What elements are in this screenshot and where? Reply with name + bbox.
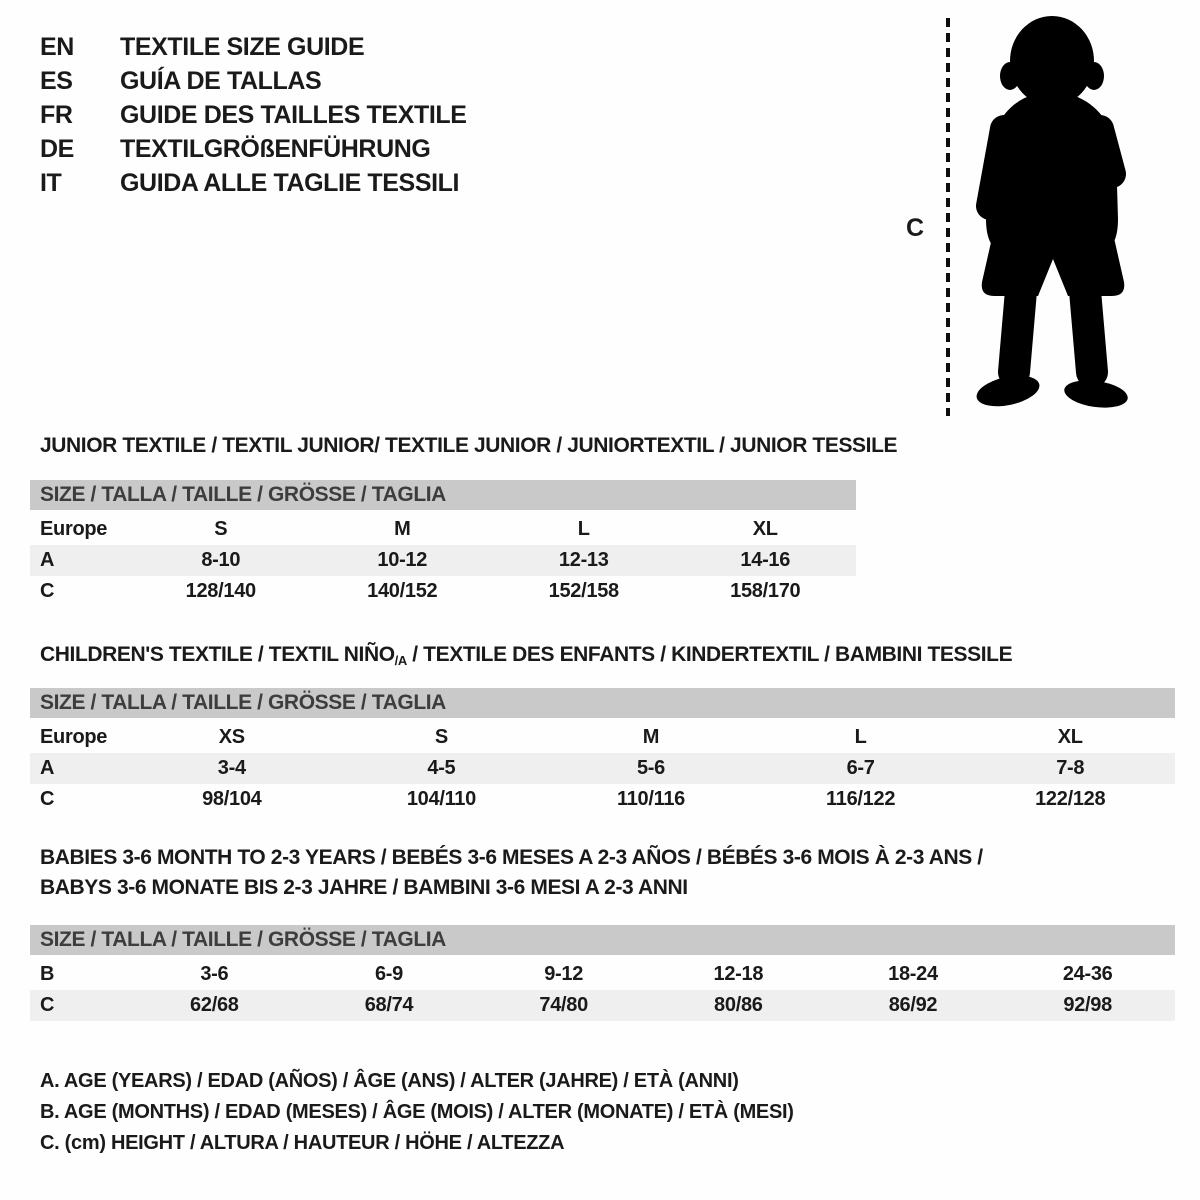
- lang-code-en: EN: [40, 33, 74, 61]
- cell: 86/92: [888, 994, 938, 1016]
- size-col-header: L: [854, 726, 867, 748]
- lang-row-it: [40, 166, 467, 200]
- section-title-babies-line1: BABIES 3-6 MONTH TO 2-3 YEARS / BEBÉS 3-6 MESES A 2-3 AÑOS / BÉBÉS 3-6 MOIS À 2-3 ANS /: [40, 846, 983, 869]
- section-title-babies: [40, 843, 983, 903]
- lang-code-fr: FR: [40, 101, 73, 129]
- table-row: [30, 959, 1175, 990]
- size-col-header: S: [214, 518, 228, 540]
- height-measure-dashed-line: [946, 18, 950, 416]
- section-title-babies-line2: BABYS 3-6 MONATE BIS 2-3 JAHRE / BAMBINI 3-6 MESI A 2-3 ANNI: [40, 876, 688, 899]
- row-label: A: [40, 549, 55, 571]
- guide-title-fr: GUIDE DES TAILLES TEXTILE: [120, 101, 467, 129]
- size-bar-children: SIZE / TALLA / TAILLE / GRÖSSE / TAGLIA: [30, 688, 1175, 718]
- cell: 8-10: [201, 549, 241, 571]
- section-title-children: [40, 643, 1012, 668]
- cell: 62/68: [190, 994, 239, 1016]
- table-row: [30, 990, 1175, 1021]
- lang-code-de: DE: [40, 135, 74, 163]
- legend-age-years: A. AGE (YEARS) / EDAD (AÑOS) / ÂGE (ANS) / ALTER (JAHRE) / ETÀ (ANNI): [40, 1070, 739, 1092]
- cell: 122/128: [1035, 788, 1106, 810]
- cell: 3-4: [217, 757, 246, 779]
- toddler-silhouette-image: [966, 14, 1141, 419]
- cell: 5-6: [636, 757, 665, 779]
- size-bar-junior: SIZE / TALLA / TAILLE / GRÖSSE / TAGLIA: [30, 480, 856, 510]
- lang-row-es: [40, 64, 467, 98]
- guide-title-it: GUIDA ALLE TAGLIE TESSILI: [120, 169, 460, 197]
- row-label: B: [40, 963, 55, 985]
- cell: 158/170: [730, 580, 801, 602]
- cell: 80/86: [714, 994, 763, 1016]
- cell: 3-6: [200, 963, 229, 985]
- cell: 98/104: [202, 788, 262, 810]
- region-label: Europe: [40, 518, 108, 540]
- size-col-header: S: [434, 726, 448, 748]
- children-size-table: [30, 688, 1175, 815]
- table-row: [30, 784, 1175, 815]
- cell: 6-7: [846, 757, 875, 779]
- table-header-row: [30, 722, 1175, 753]
- table-row: [30, 545, 856, 576]
- cell: 110/116: [616, 788, 685, 810]
- cell: 14-16: [740, 549, 791, 571]
- size-bar-babies: SIZE / TALLA / TAILLE / GRÖSSE / TAGLIA: [30, 925, 1175, 955]
- size-col-header: M: [642, 726, 660, 748]
- language-title-list: [40, 30, 467, 200]
- table-header-row: [30, 514, 856, 545]
- guide-title-en: TEXTILE SIZE GUIDE: [120, 33, 365, 61]
- cell: 9-12: [544, 963, 584, 985]
- size-col-header: XS: [218, 726, 245, 748]
- cell: 68/74: [364, 994, 414, 1016]
- section-title-junior: JUNIOR TEXTILE / TEXTIL JUNIOR/ TEXTILE JUNIOR / JUNIORTEXTIL / JUNIOR TESSILE: [40, 434, 898, 457]
- legend-height-cm: C. (cm) HEIGHT / ALTURA / HAUTEUR / HÖHE / ALTEZZA: [40, 1132, 565, 1154]
- row-label: C: [40, 788, 55, 810]
- guide-title-de: TEXTILGRÖßENFÜHRUNG: [120, 135, 431, 163]
- lang-row-fr: [40, 98, 467, 132]
- lang-row-de: [40, 132, 467, 166]
- cell: 116/122: [826, 788, 896, 810]
- guide-title-es: GUÍA DE TALLAS: [120, 67, 322, 95]
- section-title-children-sub: /A: [394, 653, 407, 668]
- row-label: A: [40, 757, 55, 779]
- row-label: C: [40, 994, 55, 1016]
- measure-legend: [40, 1066, 794, 1159]
- junior-size-table: [30, 480, 856, 607]
- size-col-header: XL: [1057, 726, 1083, 748]
- cell: 92/98: [1063, 994, 1112, 1016]
- size-col-header: M: [394, 518, 411, 540]
- cell: 74/80: [539, 994, 588, 1016]
- cell: 24-36: [1062, 963, 1113, 985]
- height-measure-label: C: [906, 214, 925, 242]
- size-col-header: L: [577, 518, 590, 540]
- cell: 4-5: [427, 757, 456, 779]
- cell: 12-18: [713, 963, 764, 985]
- lang-row-en: [40, 30, 467, 64]
- legend-age-months: B. AGE (MONTHS) / EDAD (MESES) / ÂGE (MOIS) / ALTER (MONATE) / ETÀ (MESI): [40, 1101, 794, 1123]
- cell: 128/140: [185, 580, 256, 602]
- section-title-children-post: / TEXTILE DES ENFANTS / KINDERTEXTIL / BAMBINI TESSILE: [406, 643, 1013, 666]
- cell: 18-24: [888, 963, 938, 985]
- table-row: [30, 753, 1175, 784]
- row-label: C: [40, 580, 55, 602]
- cell: 12-13: [558, 549, 609, 571]
- cell: 152/158: [548, 580, 619, 602]
- region-label: Europe: [40, 726, 108, 748]
- size-col-header: XL: [752, 518, 778, 540]
- cell: 10-12: [377, 549, 428, 571]
- lang-code-es: ES: [40, 67, 73, 95]
- cell: 6-9: [374, 963, 403, 985]
- babies-size-table: [30, 925, 1175, 1021]
- table-row: [30, 576, 856, 607]
- lang-code-it: IT: [40, 169, 62, 197]
- section-title-children-pre: CHILDREN'S TEXTILE / TEXTIL NIÑO: [40, 643, 395, 666]
- cell: 7-8: [1056, 757, 1085, 779]
- cell: 140/152: [367, 580, 438, 602]
- cell: 104/110: [406, 788, 476, 810]
